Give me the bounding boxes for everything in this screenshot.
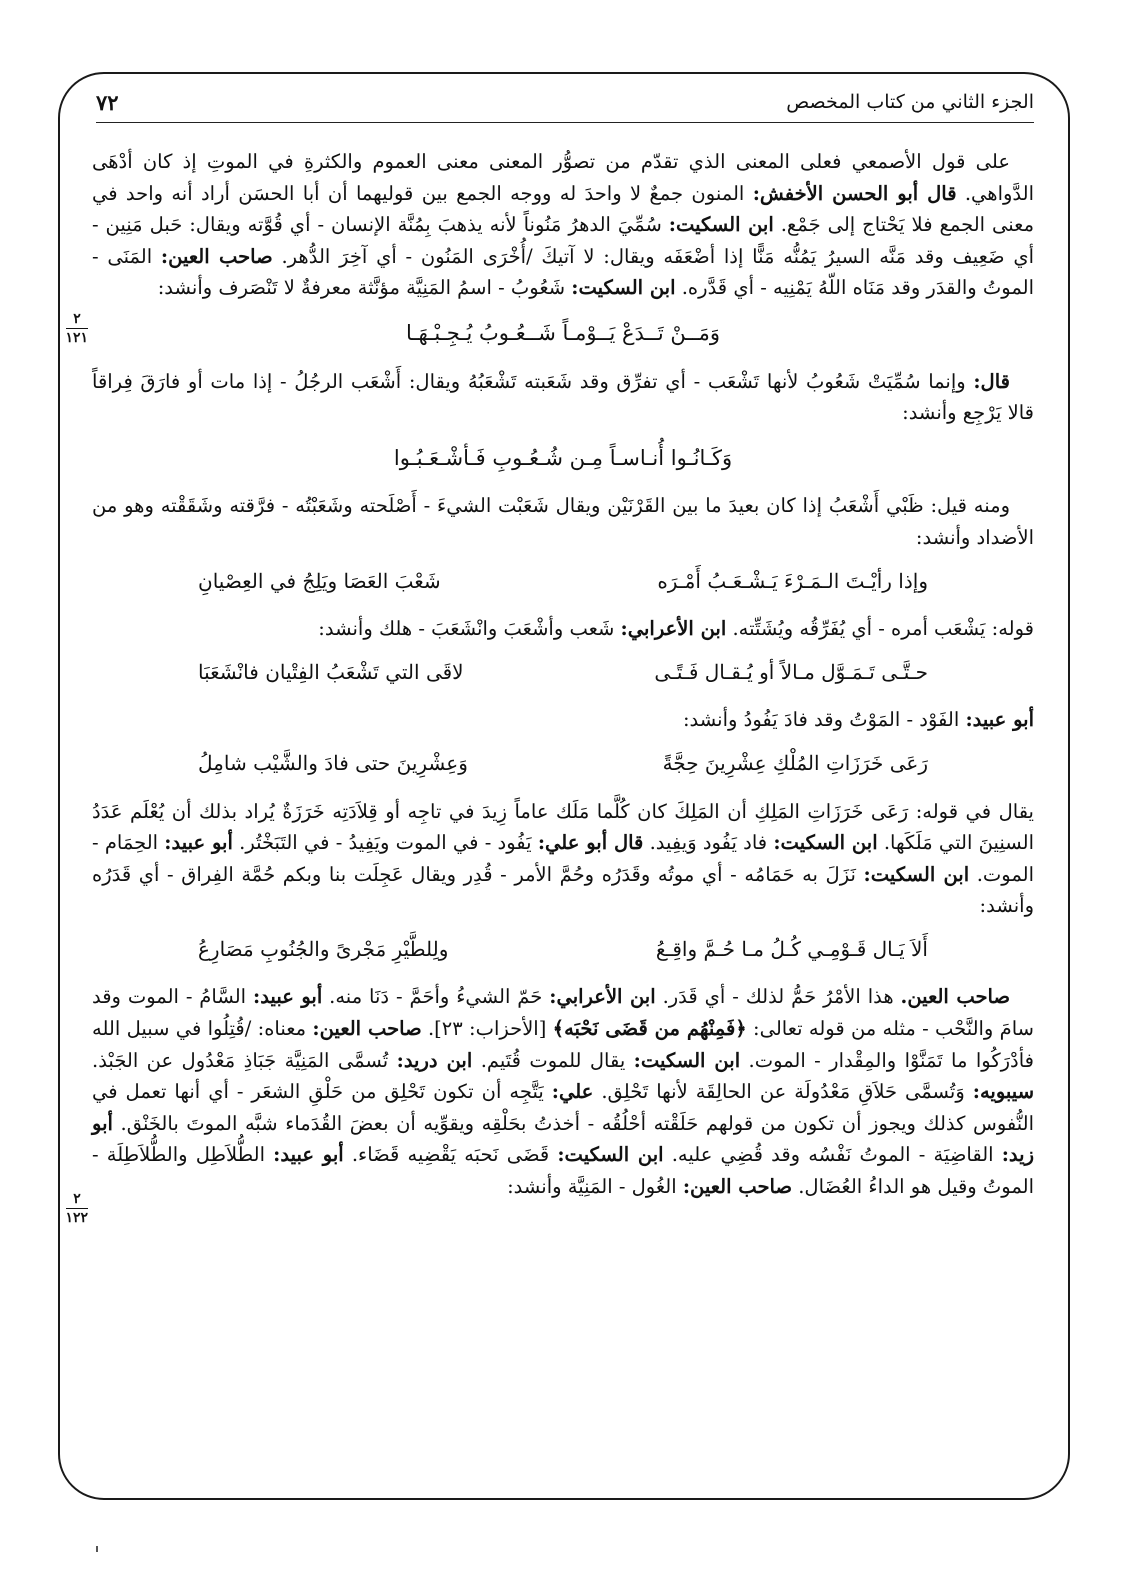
page-number: ٧٢ (96, 89, 119, 115)
verse-first-hemistich: رَعَى خَرَزَاتِ المُلْكِ عِشْرِينَ حِجَّةً (662, 750, 928, 775)
paragraph: يقال في قوله: رَعَى خَرَزَاتِ المَلِكِ أن المَلِكَ كان كُلَّما مَلَك عاماً زِيدَ في تاجِه أو قِلاَدَتِه خَرَزَةٌ يُراد بذلك أن يُعْلَم عَدَدُ السنِينَ التي مَلَكَها. ابن السكيت: فاد يَفُود وَيفِيد. قال أبو علي: يَفُود - في الموت ويَفِيدُ - في التَبَخْتُر. أبو عبيد: الحِمَام - الموت. ابن السكيت: نَزَلَ به حَمَامُه - أي موتُه وقَدَرُه وحُمَّ الأمر - قُدِر ويقال عَجِلَت بنا وبكم حُمَّة الفِراق - أي قَدَرُه وأنشد: (92, 799, 1034, 918)
speaker-label: أبو عبيد: (164, 831, 233, 855)
paragraph: قوله: يَشْعَب أمره - أي يُفَرِّقُه ويُشَتِّته. ابن الأعرابي: شَعب وأشْعَبَ وانْشَعَبَ - هلك وأنشد: (318, 617, 1034, 641)
speaker-label: ابن السكيت: (633, 1048, 741, 1072)
verse-first-hemistich: أَلاَ يَـال قَـوْمِـي كُـلُ مـا حُـمَّ واقِـعُ (655, 936, 928, 961)
paragraph: على قول الأصمعي فعلى المعنى الذي تقدّم من تصوُّر المعنى معنى العموم والكثرةِ في الموتِ إذ كان أدْهَى الدَّواهي. قال أبو الحسن الأخفش: المنون جمعٌ لا واحدَ له ووجه الجمع بين قوليهما أن أبا الحسَن أراد أنه واحد في معنى الجمع فلا يَحْتاج إلى جَمْع. ابن السكيت: سُمِّيَ الدهرُ مَنُوناً لأنه يذهبَ بِمُنَّة الإنسان - أي قُوَّته ويقال: حَبل مَنِين - أي ضَعِيف وقد مَنَّه السيرُ يَمُنُّه مَنًّا إذا أضْعَفَه ويقال: لا آتيكَ /أُخْرَى المَنُون - أي آخِرَ الدُّهر. صاحب العين: المَنَى - الموتُ والقدَر وقد مَنَاه اللّهُ يَمْنِيه - أي قَدَّره. ابن السكيت: شَعُوبُ - اسمُ المَنِيَّة مؤنَّثة معرفةٌ لا تَنْصَرف وأنشد: (92, 150, 1035, 300)
verse-line: وَكَـانُـوا أُنـاسـاً مِـن شُـعُـوبِ فَـأشْـعَـبُـوا (393, 445, 733, 470)
speaker-label: ابن دريد: (396, 1048, 473, 1072)
verse-second-hemistich: شَعْبَ العَصَا ويَلِجُ في العِصْيانِ (198, 568, 441, 593)
quran-quote: ﴿فَمِنْهُم من قَضَى نَحْبَه﴾ (552, 1017, 747, 1041)
speaker-label: صاحب العين. (900, 985, 1011, 1009)
speaker-label: ابن السكيت: (863, 862, 970, 886)
speaker-label: قال أبو علي: (537, 831, 644, 855)
speaker-label: أبو عبيد: (273, 1143, 344, 1167)
speaker-label: ابن الأعرابي: (549, 985, 656, 1009)
speaker-label: أبو زيد: (92, 1111, 1034, 1167)
speaker-label: ابن السكيت: (557, 1143, 664, 1167)
speaker-label: صاحب العين: (160, 244, 273, 268)
speaker-label: أبو عبيد: (253, 985, 323, 1009)
speaker-label: علي: (551, 1080, 594, 1104)
verse-second-hemistich: لاقَى التي تَشْعَبُ الفِتْيان فانْشَعَبَا (198, 659, 464, 684)
verse-second-hemistich: ولِلطَّيْرِ مَجْرىً والجُنُوبِ مَصَارِعُ (198, 936, 449, 961)
running-title: الجزء الثاني من كتاب المخصص (786, 91, 1034, 113)
verse-couplet (92, 566, 1034, 598)
verse-couplet (92, 657, 1034, 689)
speaker-label: صاحب العين: (312, 1017, 422, 1041)
verse-second-hemistich: وَعِشْرِينَ حتى فادَ والشَّيْب شامِلُ (198, 750, 468, 775)
verse-couplet (92, 934, 1034, 966)
margin-page-marker: ٢ ١٢٢ (65, 1191, 88, 1226)
page-header (96, 82, 1034, 123)
speaker-label: قال أبو الحسن الأخفش: (752, 181, 957, 205)
paragraph: أبو عبيد: الفَوْد - المَوْتُ وقد فادَ يَفُودُ وأنشد: (682, 708, 1034, 732)
scan-mark (96, 1546, 98, 1552)
speaker-label: ابن السكيت: (668, 213, 774, 237)
verse-couplet (92, 748, 1034, 780)
verse-first-hemistich: حـتَّـى تَـمَـوَّل مـالاً أو يُـقـال فَـتًـى (654, 659, 928, 684)
main-text (92, 146, 1034, 1209)
speaker-label: ابن الأعرابي: (620, 617, 727, 641)
verse-first-hemistich: وإذا رأيْـتَ الـمَـرْءَ يَـشْـعَـبُ أَمْـرَه (657, 568, 928, 593)
margin-page-marker: ٢ ١٢١ (65, 311, 88, 346)
speaker-label: سيبويه: (972, 1080, 1035, 1104)
paragraph: ومنه قيل: ظَبْي أَشْعَبُ إذا كان بعيدَ ما بين القَرْنَيْن ويقال شَعَبْت الشيءَ - أَصْلَحته وشَعَبْتُه - فرَّقته وشَقَقْته وهو من الأضداد وأنشد: (92, 494, 1034, 549)
speaker-label: ابن السكيت: (571, 276, 676, 300)
paragraph: صاحب العين. هذا الأمْرُ حَمُّ لذلك - أي قَدَر. ابن الأعرابي: حَمّ الشيءُ وأحَمَّ - دَنَا منه. أبو عبيد: السَّامُ - الموت وقد سامَ والنَّحْب - مثله من قوله تعالى: ﴿فَمِنْهُم من قَضَى نَحْبَه﴾ [الأحزاب: ٢٣]. صاحب العين: معناه: /قُتِلُوا في سبيل الله فأدْرَكُوا ما تَمَنَّوْا والمِقْدار - الموت. ابن السكيت: يقال للموت قُتَيم. ابن دريد: تُسمَّى المَنِيَّة جَبَاذِ مَعْدُول عن الجَبْذ. سيبويه: وَتُسمَّى حَلاَقِ مَعْدُولَة عن الحالِقَة لأنها تَحْلِق. علي: يَتَّجِه أن تكون تَحْلِق من حَلْقِ الشعَر - أي أنها تعمل في النُّفوس كذلك ويجوز أن تكون من قولهم حَلَقْته أحْلُقُه - أخذتُ بحَلْقِه ويقوِّيه أن بعضَ القُدَماء شبَّه الموتَ بالخَنْق. أبو زيد: القاضِيَة - الموتُ نَفْسُه وقد قُضِي عليه. ابن السكيت: قَضَى نَحبَه يَقْضِيه قَضَاء. أبو عبيد: الطُّلاَطِل والطُّلاَطِلَة - الموتُ وقيل هو الداءُ العُضَال. صاحب العين: الغُول - المَنِيَّة وأنشد: (92, 985, 1035, 1199)
speaker-label: قال: (973, 369, 1010, 393)
speaker-label: أبو عبيد: (965, 708, 1034, 732)
paragraph: قال: وإنما سُمِّيَتْ شَعُوبُ لأنها تَشْعَب - أي تفرِّق وقد شَعَبته تَشْعَبُهُ ويقال: أَشْعَب الرجُلُ - إذا مات أو فارَقَ فِراقاً قالا يَرْجِع وأنشد: (92, 369, 1034, 425)
speaker-label: صاحب العين: (682, 1175, 793, 1199)
verse-line: وَمَــنْ تَــدَعْ يَــوْمـاً شَــعُـوبُ يُـجِـبْـهَـا (405, 320, 721, 345)
speaker-label: ابن السكيت: (773, 831, 878, 855)
